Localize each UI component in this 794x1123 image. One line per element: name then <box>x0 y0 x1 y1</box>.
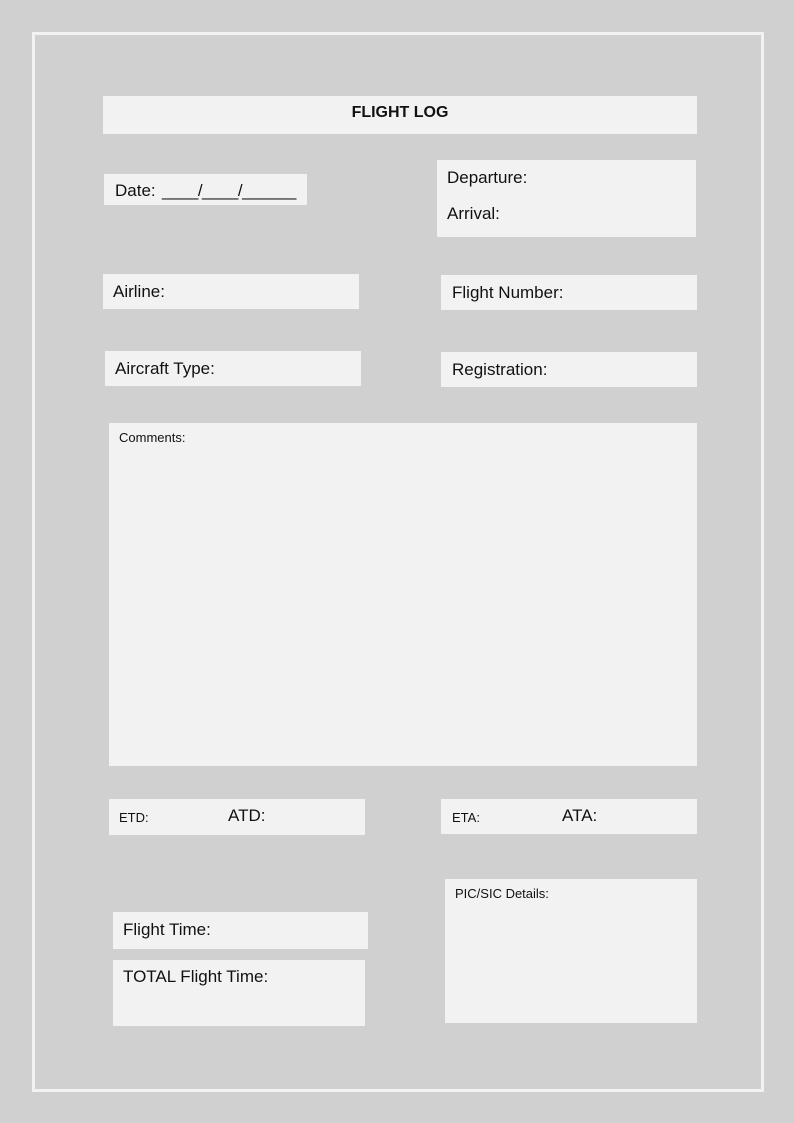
departure-times-field[interactable] <box>109 799 365 835</box>
ata-label: ATA: <box>562 806 598 825</box>
arrival-label: Arrival: <box>447 204 500 223</box>
title-box <box>103 96 697 134</box>
aircraft-type-label: Aircraft Type: <box>115 359 215 378</box>
flight-time-field[interactable] <box>113 912 368 949</box>
etd-label: ETD: <box>119 810 149 825</box>
date-field[interactable] <box>104 174 307 205</box>
aircraft-type-field[interactable] <box>105 351 361 386</box>
total-flight-time-field[interactable] <box>113 960 365 1026</box>
comments-label: Comments: <box>119 430 186 445</box>
registration-field[interactable] <box>441 352 697 387</box>
flight-number-label: Flight Number: <box>452 283 564 302</box>
airline-field[interactable] <box>103 274 359 309</box>
arrival-times-field[interactable] <box>441 799 697 834</box>
airline-label: Airline: <box>113 282 165 301</box>
departure-label: Departure: <box>447 168 528 187</box>
page-title: FLIGHT LOG <box>351 104 449 121</box>
date-label: Date: <box>115 181 156 200</box>
eta-label: ETA: <box>452 810 480 825</box>
atd-label: ATD: <box>228 806 266 825</box>
route-box[interactable] <box>437 160 696 237</box>
registration-label: Registration: <box>452 360 548 379</box>
pic-sic-details-area[interactable] <box>445 879 697 1023</box>
total-flight-time-label: TOTAL Flight Time: <box>123 967 269 986</box>
pic-sic-label: PIC/SIC Details: <box>455 886 549 901</box>
comments-area[interactable] <box>109 423 697 766</box>
date-blank: ____/____/______ <box>162 181 296 200</box>
flight-number-field[interactable] <box>441 275 697 310</box>
flight-time-label: Flight Time: <box>123 920 211 939</box>
